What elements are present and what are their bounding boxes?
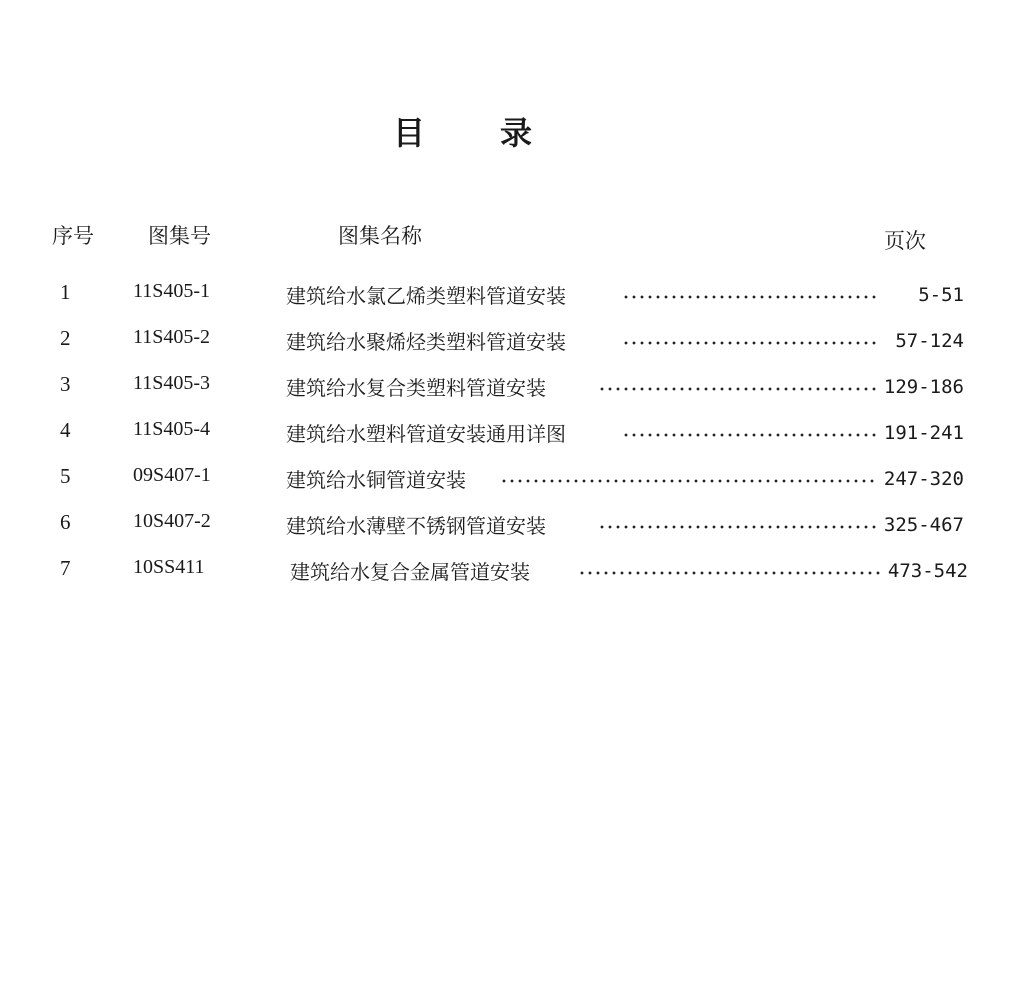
row-pages: 129-186 — [883, 376, 964, 398]
row-name: 建筑给水铜管道安装 — [286, 468, 466, 492]
row-leader — [500, 479, 878, 483]
row-pages: 325-467 — [883, 514, 964, 536]
toc-row — [0, 418, 1024, 448]
row-code: 09S407-1 — [133, 464, 211, 486]
row-number: 3 — [60, 372, 71, 396]
row-number: 4 — [60, 418, 71, 442]
header-name: 图集名称 — [338, 224, 422, 248]
toc-row — [0, 556, 1024, 586]
row-name: 建筑给水复合金属管道安装 — [290, 560, 530, 584]
row-leader — [622, 433, 878, 437]
row-pages: 247-320 — [883, 468, 964, 490]
row-number: 6 — [60, 510, 71, 534]
row-leader — [622, 295, 880, 299]
toc-row — [0, 326, 1024, 356]
row-code: 10S407-2 — [133, 510, 211, 532]
row-pages: 57-124 — [895, 330, 964, 352]
row-leader — [598, 525, 878, 529]
row-code: 11S405-2 — [133, 326, 211, 348]
row-code: 11S405-4 — [133, 418, 211, 440]
row-number: 7 — [60, 556, 71, 580]
title-char-2: 录 — [500, 114, 535, 152]
row-number: 5 — [60, 464, 71, 488]
toc-row — [0, 280, 1024, 310]
header-code: 图集号 — [148, 224, 211, 248]
row-pages: 5-51 — [918, 284, 964, 306]
header-number: 序号 — [52, 224, 94, 248]
row-number: 1 — [60, 280, 71, 304]
row-pages: 473-542 — [887, 560, 968, 582]
row-leader — [598, 387, 878, 391]
header-page: 页次 — [884, 229, 926, 253]
row-name: 建筑给水氯乙烯类塑料管道安装 — [286, 284, 566, 308]
title-char-1: 目 — [393, 114, 428, 152]
row-name: 建筑给水聚烯烃类塑料管道安装 — [286, 330, 566, 354]
row-leader — [578, 571, 880, 575]
row-pages: 191-241 — [883, 422, 964, 444]
toc-row — [0, 464, 1024, 494]
row-number: 2 — [60, 326, 71, 350]
row-name: 建筑给水塑料管道安装通用详图 — [286, 422, 566, 446]
row-code: 11S405-3 — [133, 372, 211, 394]
toc-row — [0, 510, 1024, 540]
row-code: 11S405-1 — [133, 280, 211, 302]
row-code: 10SS411 — [133, 556, 205, 578]
row-name: 建筑给水薄壁不锈钢管道安装 — [286, 514, 546, 538]
row-name: 建筑给水复合类塑料管道安装 — [286, 376, 546, 400]
toc-row — [0, 372, 1024, 402]
row-leader — [622, 341, 880, 345]
